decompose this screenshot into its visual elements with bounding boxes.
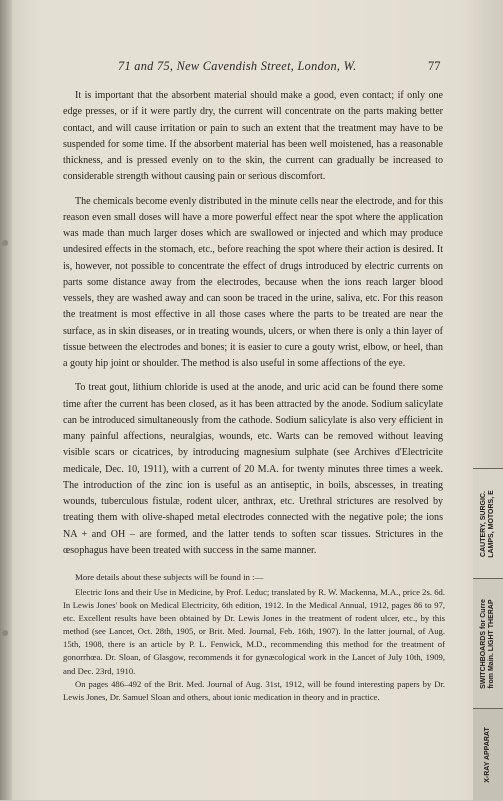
thumb-tab-label: SWITCHBOARDS for Curre — [480, 599, 487, 689]
references-paragraph: On pages 486–492 of the Brit. Med. Journal of Aug. 31st, 1912, will be found interesting papers by Dr. Lewis Jones, Dr. Samuel Sloan and others, about ionic medication in theory and in practice. — [63, 678, 445, 702]
paragraph-contact: It is important that the absorbent material should make a good, even contact; if only one edge presses, or if it were partly dry, the current will concentrate on the parts making better contact, and will cause irritation or pain to such an extent that the treatment may have to be suspended for some time. If the absorbent material has been well moistened, has a reasonable thickness, and is pressed evenly on to the skin, the current can gradually be increased to considerable strength without causing pain or serious discomfort. — [63, 90, 443, 183]
thumb-tab-cautery[interactable] — [473, 468, 503, 579]
running-header — [0, 59, 503, 75]
thumb-tab-label: CAUTERY, SURGIC. — [480, 491, 487, 557]
thumb-tab-xray[interactable] — [473, 708, 503, 801]
references-section — [63, 570, 445, 704]
thumb-tab-switchboards[interactable] — [473, 578, 503, 709]
thumb-tab-label: LAMPS, MOTORS, E — [488, 490, 495, 558]
paragraph-gout: To treat gout, lithium chloride is used at the anode, and uric acid can be found there some time after the current has been closed, as it has been attracted by the anode. Sodium salicylate can be introduced simultaneously from the cathode. Sodium salicylate is also very efficient in many painful affections, neuralgias, wounds, etc. Warts can be removed without leaving visible scars or cicatrices, by introducing magnesium sulphate (see Archives d'Electricite medicale, Dec. 10, 1911), with a current of 20 M.A. for twenty minutes three times a week. The introduction of the zinc ion is useful as an antiseptic, in boils, abscesses, in treating wounds, tuberculous fistulæ, rodent ulcer, anthrax, etc. Urethral strictures are resolved by treating them with olive-shaped metal electrodes connected with the negative pole; the ions NA + and OH – are formed, and the latter tends to soften scar tissues. Strictures in the œsophagus have been treated with success in the same manner. — [63, 382, 443, 556]
page-number: 77 — [428, 59, 441, 73]
binding-mark — [2, 240, 8, 246]
book-gutter — [0, 0, 12, 800]
paragraph-distribution: The chemicals become evenly distributed in the minute cells near the electrode, and for this reason even small doses will have a more powerful effect near the spot where the application was made than much larger doses which are swallowed or injected and which may produce undesired effects in the stomach, etc., before reaching the spot where their action is desired. It is, however, not possible to concentrate the effect of drugs introduced by electric currents on parts some distance away from the electrodes, because when the ions reach larger blood vessels, they are washed away and can soon be traced in the urine, saliva, etc. For this reason the treatment is most effective in all those cases where the parts to be treated are near the surface, as in skin diseases, or in treating wounds, ulcers, or when there is only a thin layer of tissue between the electrodes and bones; it is easier to cure a gouty wrist, elbow, or heel, than a gouty hip joint or shoulder. The method is also useful in some affections of the eye. — [63, 195, 443, 369]
thumb-tab-label: X-RAY APPARAT — [484, 727, 491, 783]
header-address: 71 and 75, New Cavendish Street, London, W. — [118, 59, 357, 73]
main-text — [63, 88, 443, 559]
binding-mark — [2, 630, 8, 636]
thumb-tab-label: from Main. LIGHT THERAP — [488, 599, 495, 689]
references-lead: More details about these subjects will be found in :— — [75, 572, 264, 582]
references-paragraph: Electric Ions and their Use in Medicine, by Prof. Leduc; translated by R. W. Mackenna, M.A., price 2s. 6d. In Lewis Jones' book on Medical Electricity, 6th edition, 1912. In the Medical Annual, 1912, pages 86 to 97, etc. Excellent results have been obtained by Dr. Lewis Jones in the treatment of rodent ulcer, etc., by this method (see Lancet, Oct. 28th, 1905, or Brit. Med. Journal, Feb. 16th, 1907). In the latter journal, of Aug. 15th, 1908, there is an article by P. L. Fenwick, M.D., recommending this method for the treatment of gonorrhœa. Dr. Sloan, of Glasgow, recommends it for gynæcological work in the Lancet of July 10th, 1909, and Dec. 23rd, 1910. — [63, 587, 445, 676]
thumb-index-tabs — [473, 468, 503, 800]
